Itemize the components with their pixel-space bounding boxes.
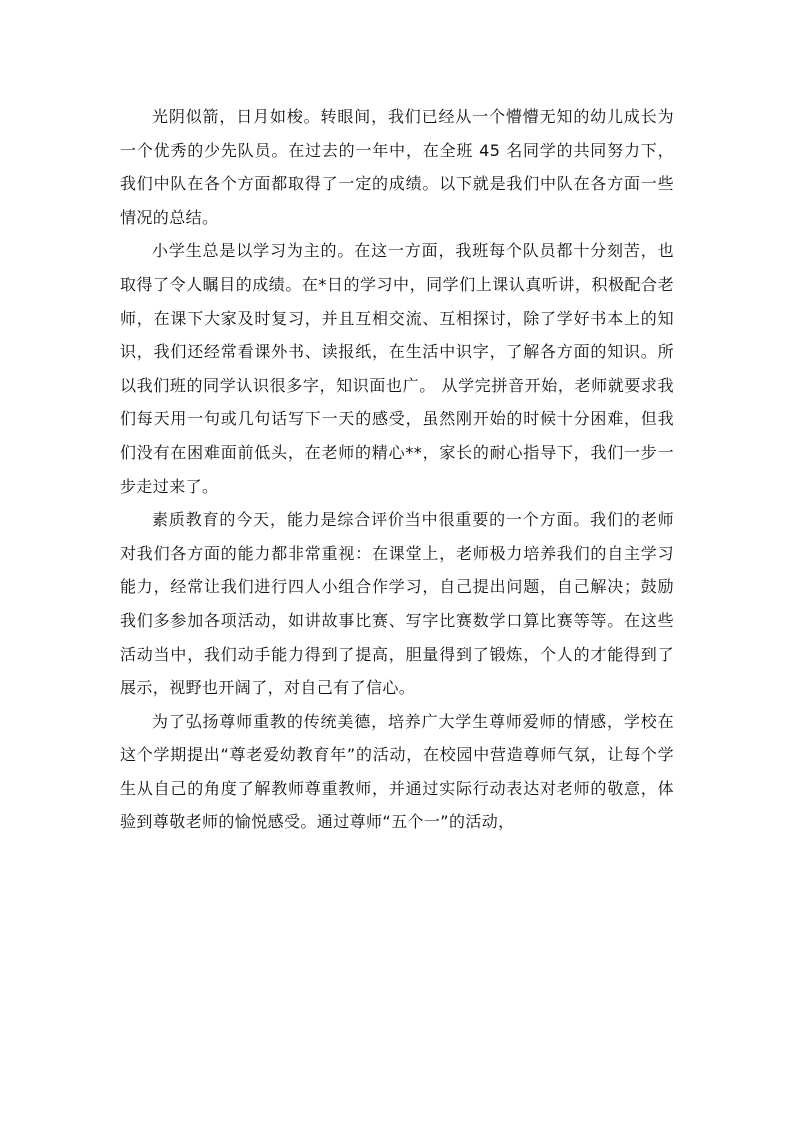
- document-body: [120, 100, 674, 839]
- paragraph-study: 小学生总是以学习为主的。在这一方面，我班每个队员都十分刻苦，也取得了令人瞩目的成绩。在*日的学习中，同学们上课认真听讲，积极配合老师，在课下大家及时复习，并且互相交流、互相探讨，除了学好书本上的知识，我们还经常看课外书、读报纸，在生活中识字，了解各方面的知识。所以我们班的同学认识很多字，知识面也广。 从学完拼音开始，老师就要求我们每天用一句或几句话写下一天的感受，虽然刚开始的时候十分困难，但我们没有在困难面前低头，在老师的精心**，家长的耐心指导下，我们一步一步走过来了。: [120, 241, 674, 496]
- paragraph-intro: 光阴似箭，日月如梭。转眼间，我们已经从一个懵懵无知的幼儿成长为一个优秀的少先队员。在过去的一年中，在全班 45 名同学的共同努力下，我们中队在各个方面都取得了一定的成绩。以下就是我们中队在各方面一些情况的总结。: [120, 107, 674, 227]
- paragraph-respect-teachers: 为了弘扬尊师重教的传统美德，培养广大学生尊师爱师的情感，学校在这个学期提出“尊老爱幼教育年”的活动，在校园中营造尊师气氛，让每个学生从自己的角度了解教师尊重教师，并通过实际行动表达对老师的敬意，体验到尊敬老师的愉悦感受。通过尊师“五个一”的活动，: [120, 711, 674, 832]
- paragraph-ability: 素质教育的今天，能力是综合评价当中很重要的一个方面。我们的老师对我们各方面的能力都非常重视：在课堂上，老师极力培养我们的自主学习能力，经常让我们进行四人小组合作学习，自己提出问题，自己解决；鼓励我们多参加各项活动，如讲故事比赛、写字比赛数学口算比赛等等。在这些活动当中，我们动手能力得到了提高，胆量得到了锻炼，个人的才能得到了展示，视野也开阔了，对自己有了信心。: [120, 510, 674, 698]
